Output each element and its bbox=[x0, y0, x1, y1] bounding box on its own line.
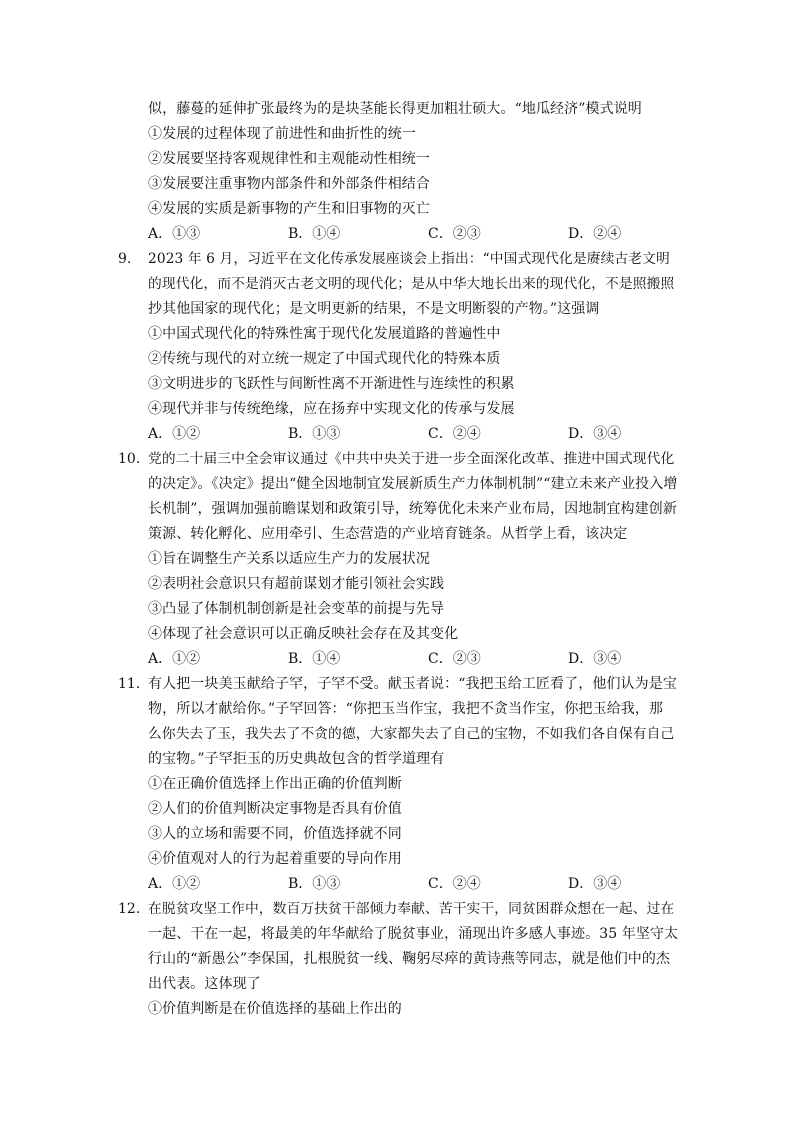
q8-stem-line: 似，藤蔓的延伸扩张最终为的是块茎能长得更加粗壮硕大。“地瓜经济”模式说明 bbox=[148, 101, 642, 117]
q9-stem-line: 抄其他国家的现代化；是文明更新的结果，不是文明断裂的产物。”这强调 bbox=[148, 301, 600, 317]
q9-number: 9. bbox=[118, 251, 132, 267]
q11-statement-2: ②人们的价值判断决定事物是否具有价值 bbox=[148, 801, 402, 817]
q11-stem-line: 么你失去了玉，我失去了不贪的德，大家都失去了自己的宝物，不如我们各自保有自己 bbox=[148, 726, 675, 742]
q10-statement-2: ②表明社会意识只有超前谋划才能引领社会实践 bbox=[148, 576, 445, 592]
q11-statement-1: ①在正确价值选择上作出正确的价值判断 bbox=[148, 776, 402, 792]
q10-stem-line: 策源、转化孵化、应用牵引、生态营造的产业培育链条。从哲学上看，该决定 bbox=[148, 526, 628, 542]
q11-option-a[interactable]: A．①② bbox=[148, 876, 201, 892]
q9-statement-2: ②传统与现代的对立统一规定了中国式现代化的特殊本质 bbox=[148, 351, 501, 367]
q10-option-c[interactable]: C．②③ bbox=[428, 651, 481, 667]
q8-statement-1: ①发展的过程体现了前进性和曲折性的统一 bbox=[148, 126, 416, 142]
q10-statement-1: ①旨在调整生产关系以适应生产力的发展状况 bbox=[148, 551, 430, 567]
q9-stem-line: 2023 年 6 月，习近平在文化传承发展座谈会上指出：“中国式现代化是赓续古老文明 bbox=[148, 251, 670, 267]
q10-option-d[interactable]: D．③④ bbox=[568, 651, 622, 667]
q9-statement-1: ①中国式现代化的特殊性寓于现代化发展道路的普遍性中 bbox=[148, 326, 501, 342]
q11-stem-line: 有人把一块美玉献给子罕，子罕不受。献玉者说：“我把玉给工匠看了，他们认为是宝 bbox=[148, 676, 677, 692]
q11-stem-line: 的宝物。”子罕拒玉的历史典故包含的哲学道理有 bbox=[148, 751, 445, 767]
q10-statement-4: ④体现了社会意识可以正确反映社会存在及其变化 bbox=[148, 626, 459, 642]
q10-statement-3: ③凸显了体制机制创新是社会变革的前提与先导 bbox=[148, 601, 445, 617]
q12-stem-line: 出代表。这体现了 bbox=[148, 976, 261, 992]
q12-stem-line: 行山的“新愚公”李保国，扎根脱贫一线、鞠躬尽瘁的黄诗燕等同志，就是他们中的杰 bbox=[148, 951, 671, 967]
q8-statement-2: ②发展要坚持客观规律性和主观能动性相统一 bbox=[148, 151, 430, 167]
q11-options bbox=[148, 875, 678, 893]
q9-statement-4: ④现代并非与传统绝缘，应在扬弃中实现文化的传承与发展 bbox=[148, 401, 515, 417]
q9-option-d[interactable]: D．③④ bbox=[568, 426, 622, 442]
q9-option-b[interactable]: B．①③ bbox=[288, 426, 341, 442]
q8-statement-4: ④发展的实质是新事物的产生和旧事物的灭亡 bbox=[148, 201, 430, 217]
q8-option-a[interactable]: A．①③ bbox=[148, 226, 201, 242]
q12-stem-line: 在脱贫攻坚工作中，数百万扶贫干部倾力奉献、苦干实干，同贫困群众想在一起、过在 bbox=[148, 901, 675, 917]
q11-statement-4: ④价值观对人的行为起着重要的导向作用 bbox=[148, 851, 402, 867]
q9-options bbox=[148, 425, 678, 443]
q8-option-b[interactable]: B．①④ bbox=[288, 226, 341, 242]
q11-number: 11. bbox=[118, 676, 141, 692]
q10-stem-line: 党的二十届三中全会审议通过《中共中央关于进一步全面深化改革、推进中国式现代化 bbox=[148, 451, 675, 467]
q10-stem-line: 长机制”，强调加强前瞻谋划和政策引导，统筹优化未来产业布局，因地制宜构建创新 bbox=[148, 501, 677, 517]
q11-option-c[interactable]: C．②④ bbox=[428, 876, 481, 892]
q8-statement-3: ③发展要注重事物内部条件和外部条件相结合 bbox=[148, 176, 430, 192]
q9-statement-3: ③文明进步的飞跃性与间断性离不开渐进性与连续性的积累 bbox=[148, 376, 515, 392]
q12-number: 12. bbox=[118, 901, 141, 917]
q11-statement-3: ③人的立场和需要不同，价值选择就不同 bbox=[148, 826, 402, 842]
q12-stem-line: 一起、干在一起，将最美的年华献给了脱贫事业，涌现出许多感人事迹。35 年坚守太 bbox=[148, 926, 678, 942]
q8-option-d[interactable]: D．②④ bbox=[568, 226, 622, 242]
q11-stem-line: 物，所以才献给你。”子罕回答：“你把玉当作宝，我把不贪当作宝，你把玉给我，那 bbox=[148, 701, 664, 717]
q10-stem-line: 的决定》。《决定》提出“健全因地制宜发展新质生产力体制机制”“建立未来产业投入增 bbox=[148, 476, 678, 492]
q9-option-a[interactable]: A．①② bbox=[148, 426, 201, 442]
q11-option-d[interactable]: D．③④ bbox=[568, 876, 622, 892]
q8-option-c[interactable]: C．②③ bbox=[428, 226, 481, 242]
q12-statement-1: ①价值判断是在价值选择的基础上作出的 bbox=[148, 1001, 402, 1017]
q10-option-b[interactable]: B．①④ bbox=[288, 651, 341, 667]
q10-options bbox=[148, 650, 678, 668]
q9-option-c[interactable]: C．②④ bbox=[428, 426, 481, 442]
q8-options bbox=[148, 225, 678, 243]
q10-option-a[interactable]: A．①② bbox=[148, 651, 201, 667]
q9-stem-line: 的现代化，而不是消灭古老文明的现代化；是从中华大地长出来的现代化，不是照搬照 bbox=[148, 276, 675, 292]
q11-option-b[interactable]: B．①③ bbox=[288, 876, 341, 892]
q10-number: 10. bbox=[118, 451, 141, 467]
